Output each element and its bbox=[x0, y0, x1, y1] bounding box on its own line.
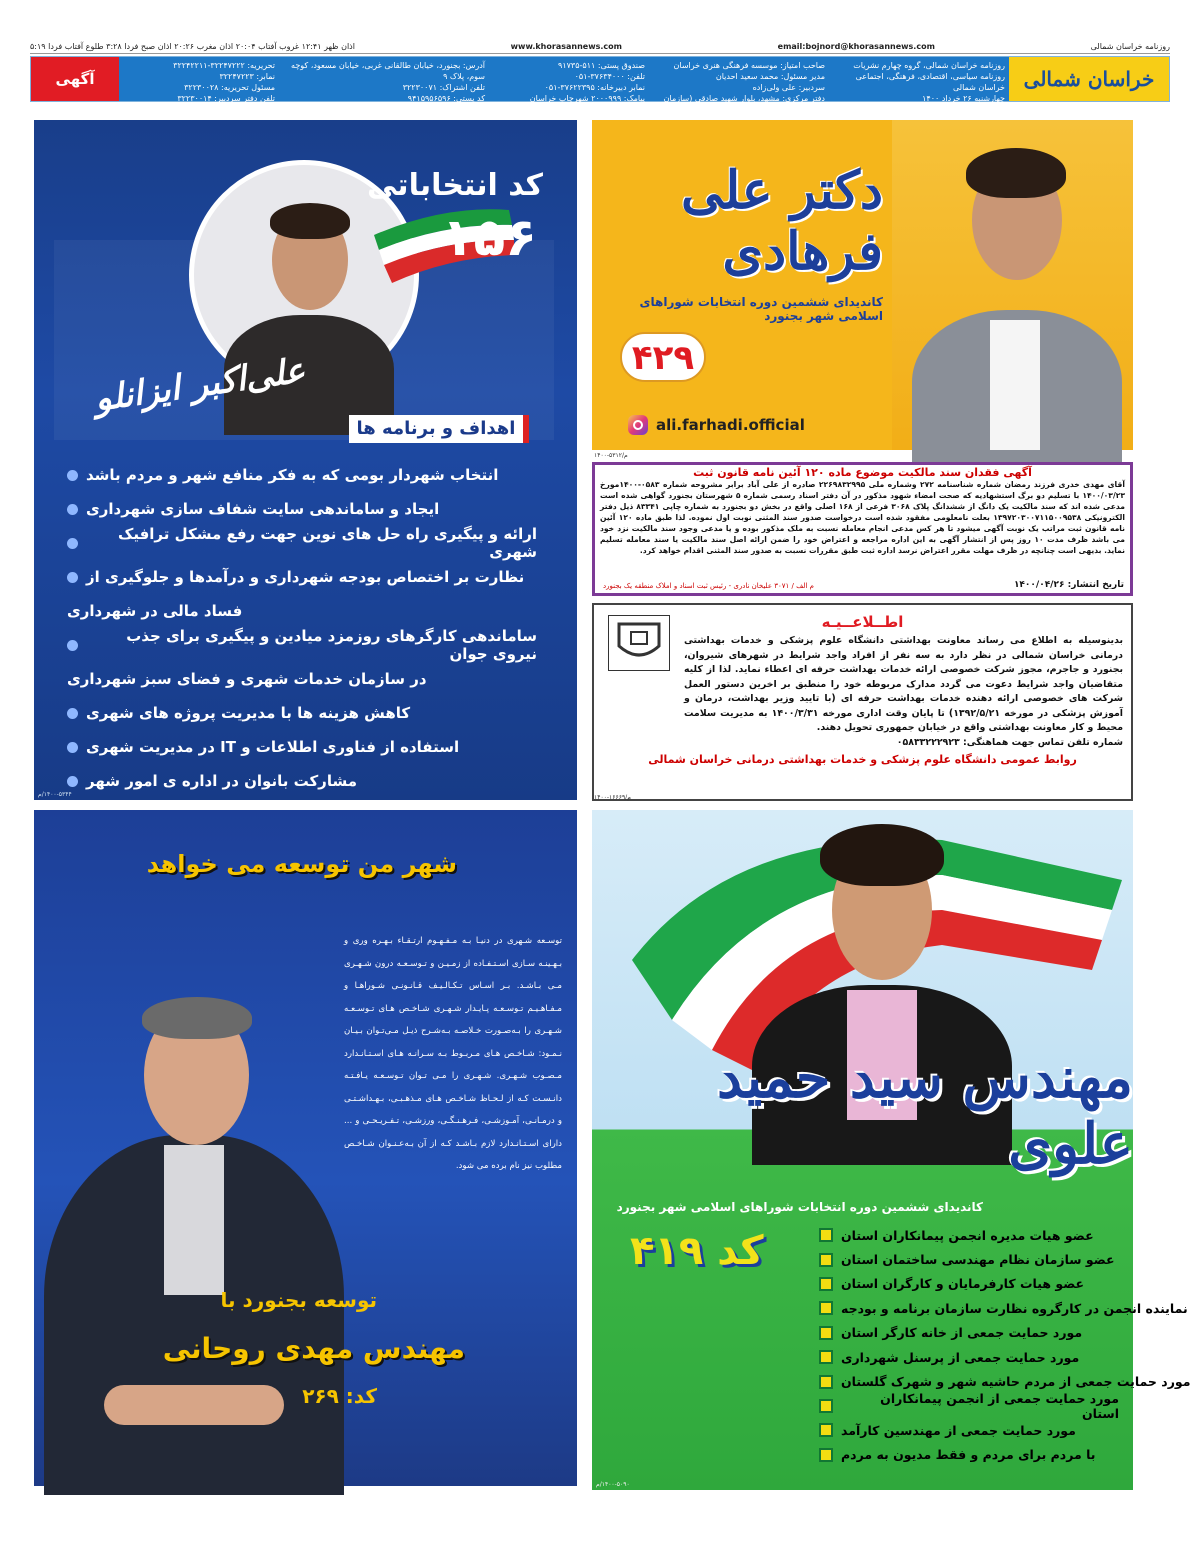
credential-item: مورد حمایت جمعی از پرسنل شهرداری bbox=[819, 1345, 1119, 1369]
candidate-subtitle: کاندیدای ششمین دوره انتخابات شوراهای اسلامی شهر بجنورد bbox=[616, 1200, 983, 1214]
candidate-photo bbox=[892, 120, 1133, 450]
ad-ref: ۱۴۰۰-۵۳۴۴/م bbox=[38, 791, 72, 798]
masthead bbox=[30, 56, 1170, 114]
bullet-icon bbox=[819, 1375, 833, 1389]
newspaper-logo: خراسان شمالی bbox=[1009, 57, 1169, 101]
bullet-icon bbox=[67, 776, 78, 787]
slogan-line: توسعه بجنورد با bbox=[220, 1288, 377, 1312]
goal-item: مشارکت بانوان در اداره ی امور شهر bbox=[67, 764, 537, 798]
instagram-icon bbox=[628, 415, 648, 435]
credential-item: عضو هیات مدیره انجمن پیمانکاران استان bbox=[819, 1223, 1119, 1247]
candidate-signature: علی‌اکبر ایزانلو bbox=[92, 350, 308, 420]
ad-izanlou bbox=[34, 120, 577, 800]
bullet-icon bbox=[67, 640, 78, 651]
goal-item: انتخاب شهردار بومی که به فکر منافع شهر و مردم باشد bbox=[67, 458, 537, 492]
ad-rouhani bbox=[34, 810, 577, 1486]
bullet-icon bbox=[67, 470, 78, 481]
university-logo-icon bbox=[608, 615, 670, 671]
notice-footer: روابط عمومی دانشگاه علوم پزشکی و خدمات بهداشتی درمانی خراسان شمالی bbox=[648, 752, 1077, 766]
bullet-icon bbox=[819, 1399, 833, 1413]
goal-item-cont: در سازمان خدمات شهری و فضای سبز شهرداری bbox=[67, 670, 427, 688]
bullet-icon bbox=[67, 504, 78, 515]
election-code: ۱۵۶ bbox=[441, 208, 537, 268]
instagram-handle[interactable]: ali.farhadi.official bbox=[628, 415, 805, 435]
goal-item: ساماندهی کارگرهای روزمزد میادین و پیگیری برای جذب نیروی جوان bbox=[67, 628, 537, 662]
notice-body: بدینوسیله به اطلاع می رساند معاونت بهداشتی دانشگاه علوم پزشکی و خدمات بهداشتی درمانی خراسان شمالی در نظر دارد به سه نفر از افراد واجد شرایط در شهرهای شیروان، بجنورد و جاجرم، مجوز شرکت خصوصی ارائه خدمات بهداشت حرفه ای اعطاء نماید. لذا از کلیه متقاضیان واجد شرایط دعوت می گردد مدارک مربوطه خود را منطبق بر اخرین دستور العمل شرکت های خصوصی ارائه دهنده خدمات بهداشت حرفه ای (با تایید وزیر بهداشت، درمان و آموزش پزشکی در مورخه ۱۳۹۲/۵/۲۱) تا پایان وقت اداری مورخه ۱۴۰۰/۳/۳۱ به مدیریت سلامت محیط و کار معاونت بهداشتی واقع در خیابان جمهوری تحویل دهند. bbox=[684, 635, 1123, 733]
code-label: کد انتخاباتی bbox=[366, 168, 543, 203]
goals-title: اهداف و برنامه ها bbox=[349, 415, 529, 443]
ad-ref: ۱۴۰۰-۵۳۱۲/م bbox=[594, 452, 628, 459]
ad-ref: ۱۴۰۰-۵۰۹۰/م bbox=[596, 1481, 630, 1488]
notice-date: تاریخ انتشار: ۱۴۰۰/۰۴/۲۶ bbox=[1013, 580, 1124, 590]
bullet-icon bbox=[67, 572, 78, 583]
bullet-icon bbox=[819, 1301, 833, 1315]
notice-body: آقای مهدی خدری فرزند رمضان شماره شناسنامه ۲۷۲ وشماره ملی ۲۲۶۹۸۳۲۹۹۵ صادره از علی آباد برابر مشروحه شماره ۰۵۸۳-۱۴۰۰مورخ ۱۴۰۰/۰۳/۲۳ با تسلیم دو برگ استشهادیه که صحت امضاء شهود مذکور در آن دفتر اسناد رسمی شماره ۵ شهرستان بجنورد گواهی شده است مدعی شده اند که سند مالکیت یک دانگ از ششدانگ پلاک ۳۰۶۸ فرعی از ۱۶۸ اصلی واقع در بخش دو بجنورد به شماره چاپی ۸۳۳۴۱ ذیل دفتر الکترونیکی ۱۳۹۷۲۰۳۰۰۷۱۱۵۰۰۹۵۳۸ بعلت نامعلومی مفقود شده است درخواست صدور سند المثنی نوبت اول نموده. لذا طبق ماده ۱۲۰ آئین نامه قانون ثبت مراتب یک نوبت آگهی میشود تا هر کس مدعی انجام معامله نسبت به ملک مذکور بوده و یا مدعی وجود سند مالکیت نزد خود می باشد ظرف مدت ۱۰ روز پس از انتشار آگهی به این اداره مراجعه و اعتراض خود را ضمن ارائه اصل سند مالکیت یا سند معامله تسلیم نماید. بدیهی است چنانچه در ظرف مهلت مقرر اعتراض نرسد اداره ثبت طبق مقررات نسبت به صدور سند المثنی اقدام خواهد کرد. bbox=[600, 480, 1126, 555]
credential-item: با مردم برای مردم و فقط مدیون به مردم bbox=[819, 1443, 1119, 1467]
notice-title: آگهی فقدان سند مالکیت موضوع ماده ۱۲۰ آئین نامه قانون ثبت bbox=[693, 466, 1032, 479]
credentials-list bbox=[819, 1223, 1191, 1467]
candidate-subtitle: کاندیدای ششمین دوره انتخابات شوراهای اسلامی شهر بجنورد bbox=[639, 295, 883, 323]
website-link[interactable]: www.khorasannews.com bbox=[510, 42, 622, 51]
ad-section-badge: آگهی bbox=[31, 57, 119, 101]
masthead-col-2: صاحب امتیاز: موسسه فرهنگی هنری خراسان مدیر مسئول: محمد سعید احدیان سردبیر: علی ولی‌زاده دفتر مرکزی: مشهد، بلوار شهید صادقی (سازمان آب) bbox=[663, 61, 825, 114]
notice-signature: م الف / ۳۰۷۱ علیخان نادری - رئیس ثبت اسناد و املاک منطقه یک بجنورد bbox=[603, 582, 815, 590]
goal-item: استفاده از فناوری اطلاعات و IT در مدیریت شهری bbox=[67, 730, 537, 764]
bullet-icon bbox=[67, 742, 78, 753]
development-text: توسـعه شـهری در دنيـا بـه مـفـهـوم ارتـقـاء بـهـره وری و بـهـينـه سـازی اسـتـفـاده از زمـيـن و تـوسـعـه درون شـهـری مـی بـاشـد. بـر اسـاس تـكـالـيـف قـانـونـی شـوراهـا و مـفـاهـيـم تـوسـعـه پـايـدار شـهـری شـاخـص هـای تـوسـعـه شـهـری را بـه‌صـورت خـلاصـه بـه‌شـرح ذيـل مـی‌تـوان بـيـان نـمـود: شـاخـص هـای مـربـوط بـه سـرانـه هـای اسـتـانـدارد مـصـوب شـهـری. شـهـری را مـی تـوان تـوسـعـه يـافـتـه دانـسـت كـه از لـحـاظ شـاخـص هـای مـذهـبـی، بـهـداشـتـی و درمـانـی، آمـوزشـی، فـرهـنـگـی، ورزشـی، تـفـريـحـی و ... دارای اسـتـانـدارد لازم بـاشـد كـه از آن بـه‌عـنـوان شـاخـص مطلوب نيز نام برده می شود. bbox=[344, 936, 562, 1171]
bullet-icon bbox=[819, 1350, 833, 1364]
goals-list bbox=[67, 458, 537, 798]
credential-item: مورد حمایت جمعی از خانه کارگر استان bbox=[819, 1321, 1119, 1345]
masthead-col-5: تحریریه: ۳۲۲۴۷۲۲۲-۳۲۲۴۲۲۱۱ نمابر: ۳۲۲۴۷۲۲۳ مسئول تحریریه: ۳۲۲۳۰۰۲۸ تلفن دفتر سردبیر: ۳۲۲۳۰۰۱۴ bbox=[173, 61, 275, 103]
ad-alavi bbox=[592, 810, 1191, 1490]
bullet-icon bbox=[819, 1423, 833, 1437]
candidate-photo bbox=[44, 905, 344, 1486]
credential-item: عضو سازمان نظام مهندسی ساختمان استان bbox=[819, 1247, 1119, 1271]
candidate-name: مهندس سید حمید علوی bbox=[717, 1045, 1133, 1177]
bullet-icon bbox=[819, 1253, 833, 1267]
notice-phone: شماره تلفن تماس جهت هماهنگی: ۰۵۸۳۳۲۲۲۹۲۳ bbox=[896, 736, 1123, 748]
bullet-icon bbox=[819, 1326, 833, 1340]
prayer-times: اذان ظهر ۱۲:۴۱ غروب آفتاب ۲۰:۰۴ اذان مغرب ۲۰:۲۶ اذان صبح فردا ۳:۲۸ طلوع آفتاب فردا ۵:۱۹ bbox=[30, 42, 355, 51]
goal-item: نظارت بر اختصاص بودجه شهرداری و درآمدها و جلوگیری از bbox=[67, 560, 537, 594]
credential-item: مورد حمایت جمعی از مردم حاشیه شهر و شهرک گلستان bbox=[819, 1369, 1119, 1393]
slogan: شهر من توسعه می خواهد bbox=[146, 850, 457, 878]
candidate-name: مهندس مهدی روحانی bbox=[162, 1332, 465, 1365]
bullet-icon bbox=[67, 538, 78, 549]
email-link[interactable]: email:bojnord@khorasannews.com bbox=[777, 42, 935, 51]
goal-item-cont: فساد مالی در شهرداری bbox=[67, 602, 243, 620]
notice-lost-deed bbox=[592, 462, 1133, 596]
credential-item: مورد حمایت جمعی از مهندسین کارآمد bbox=[819, 1418, 1119, 1442]
goal-item: کاهش هزینه ها با مدیریت پروژه های شهری bbox=[67, 696, 537, 730]
notice-health bbox=[592, 603, 1133, 801]
notice-title: اطــلاعــیـه bbox=[821, 613, 904, 631]
bullet-icon bbox=[819, 1277, 833, 1291]
election-code: کد: ۲۶۹ bbox=[302, 1384, 377, 1408]
masthead-col-3: صندوق پستی: ۵۱۱-۹۱۷۳۵ تلفن: ۳۷۶۳۴۰۰۰-۰۵۱ نمابر دبیرخانه: ۳۷۶۲۲۳۹۵-۰۵۱ پیامک: ۲۰۰۰۹۹۹ شهرچاپ خراسان bbox=[529, 61, 645, 103]
bullet-icon bbox=[819, 1228, 833, 1242]
bullet-icon bbox=[67, 708, 78, 719]
masthead-col-4: آدرس: بجنورد، خیابان طالقانی غربی، خیابان مسعود، کوچه سوم، پلاک ۹ تلفن اشتراک: ۳۲۲۳۰۰۷۱ کد پستی: ۹۴۱۵۹۵۶۵۹۶ دفتر مرکزی پذیرش آگهی: ۳۲۲۴۵۰۰۵ bbox=[291, 61, 485, 114]
top-info-line bbox=[30, 40, 1170, 54]
goal-item: ایجاد و ساماندهی سایت شفاف سازی شهرداری bbox=[67, 492, 537, 526]
masthead-col-1: روزنامه خراسان شمالی، گروه چهارم نشریات روزنامه سیاسی، اقتصادی، فرهنگی، اجتماعی خراسان شمالی چهارشنبه ۲۶ خرداد ۱۴۰۰ ۵ ذی القعده ۱۴۴۲ ، شماره ۳۵۷۸ bbox=[853, 61, 1005, 114]
bullet-icon bbox=[819, 1448, 833, 1462]
credential-item: مورد حمایت جمعی از انجمن پیمانکاران استان bbox=[819, 1394, 1119, 1418]
candidate-name: دکتر علی فرهادی bbox=[681, 160, 883, 282]
ad-ref: ۱۴۰۰-۱۶۶۶۹/م bbox=[594, 794, 631, 801]
election-code: کد ۴۱۹ bbox=[630, 1228, 764, 1274]
masthead-info bbox=[119, 57, 1011, 114]
goal-item: ارائه و پیگیری راه حل های نوین جهت رفع مشکل ترافیک شهری bbox=[67, 526, 537, 560]
ad-farhadi bbox=[592, 120, 1133, 450]
credential-item: عضو هیات کارفرمایان و کارگران استان bbox=[819, 1272, 1119, 1296]
credential-item: نماینده انجمن در کارگروه نظارت سازمان برنامه و بودجه bbox=[819, 1296, 1119, 1320]
election-code-badge: ۴۲۹ bbox=[620, 332, 706, 382]
newspaper-label: روزنامه خراسان شمالی bbox=[1090, 42, 1170, 51]
